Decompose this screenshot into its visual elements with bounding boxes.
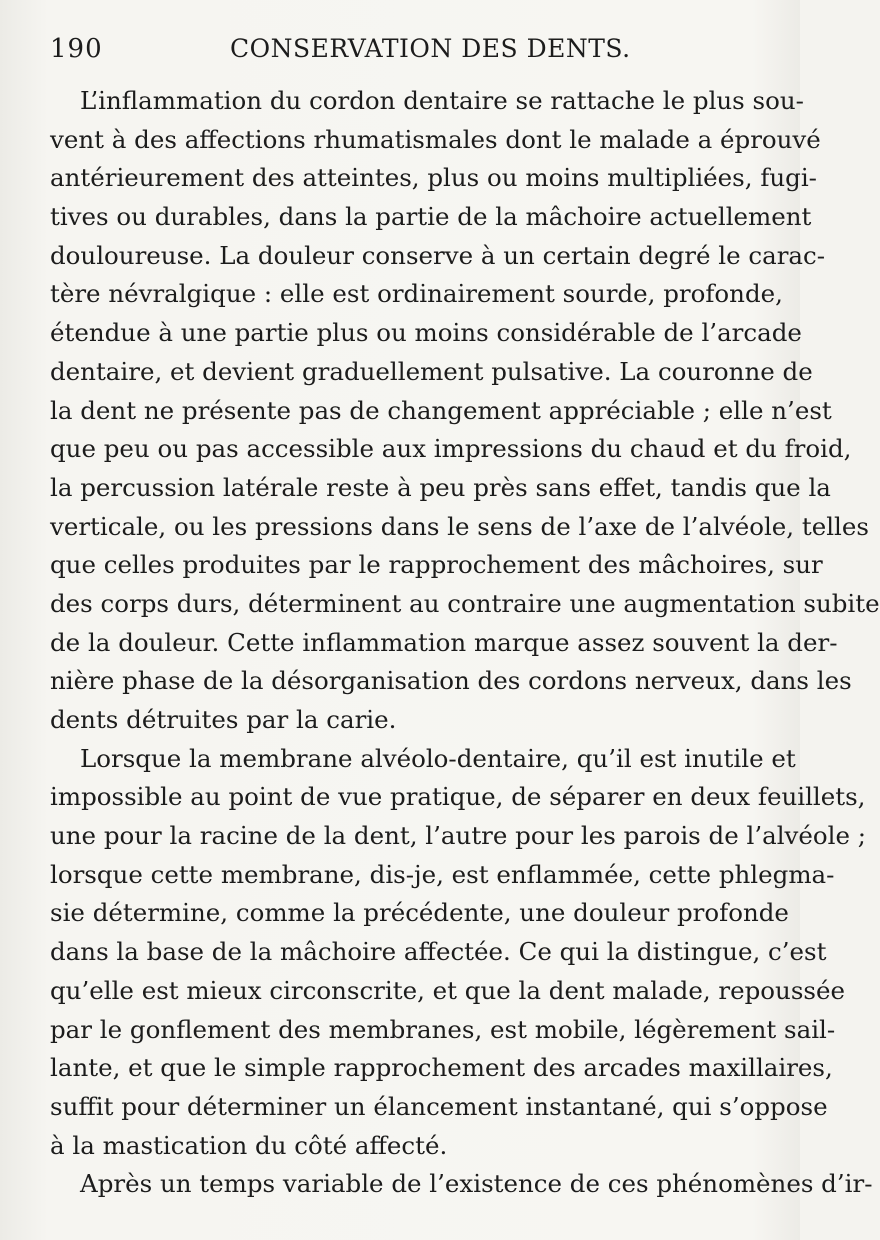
- text-line: une pour la racine de la dent, l’autre pour les parois de l’alvéole ;: [50, 821, 867, 851]
- text-line: Après un temps variable de l’existence de ces phénomènes d’ir-: [80, 1169, 873, 1199]
- running-title: CONSERVATION DES DENTS.: [230, 34, 631, 63]
- text-line: tère névralgique : elle est ordinairement sourde, profonde,: [50, 279, 783, 309]
- paragraph: [50, 740, 867, 1166]
- text-line: L’inflammation du cordon dentaire se rattache le plus sou-: [80, 86, 804, 115]
- text-line: la percussion latérale reste à peu près sans effet, tandis que la: [50, 472, 831, 502]
- text-line: que peu ou pas accessible aux impressions du chaud et du froid,: [50, 434, 852, 464]
- text-line: qu’elle est mieux circonscrite, et que la dent malade, repoussée: [50, 975, 845, 1005]
- text-line: lorsque cette membrane, dis-je, est enflammée, cette phlegma-: [50, 859, 835, 889]
- text-line: de la douleur. Cette inflammation marque assez souvent la der-: [50, 627, 838, 657]
- page-number: 190: [50, 34, 103, 64]
- text-line: par le gonflement des membranes, est mobile, légèrement sail-: [50, 1014, 836, 1044]
- paragraph: [50, 1165, 873, 1204]
- text-line: étendue à une partie plus ou moins considérable de l’arcade: [50, 318, 802, 348]
- text-line: suffit pour déterminer un élancement instantané, qui s’oppose: [50, 1091, 828, 1121]
- text-line: antérieurement des atteintes, plus ou moins multipliées, fugi-: [50, 163, 817, 193]
- text-line: verticale, ou les pressions dans le sens de l’axe de l’alvéole, telles: [50, 511, 869, 541]
- paragraph: [50, 82, 880, 740]
- text-line: sie détermine, comme la précédente, une douleur profonde: [50, 898, 789, 928]
- text-line: que celles produites par le rapprochement des mâchoires, sur: [50, 550, 823, 580]
- text-line: douloureuse. La douleur conserve à un certain degré le carac-: [50, 240, 826, 270]
- text-line: dents détruites par la carie.: [50, 705, 397, 734]
- page-body: [50, 82, 880, 1204]
- text-line: Lorsque la membrane alvéolo-dentaire, qu’il est inutile et: [80, 743, 796, 773]
- text-line: lante, et que le simple rapprochement des arcades maxillaires,: [50, 1053, 833, 1083]
- text-line: dentaire, et devient graduellement pulsative. La couronne de: [50, 356, 813, 386]
- text-line: nière phase de la désorganisation des cordons nerveux, dans les: [50, 666, 852, 696]
- page-header: [50, 34, 756, 74]
- text-line: à la mastication du côté affecté.: [50, 1130, 448, 1160]
- text-line: impossible au point de vue pratique, de séparer en deux feuillets,: [50, 782, 866, 812]
- text-line: des corps durs, déterminent au contraire une augmentation subite: [50, 588, 880, 618]
- text-line: tives ou durables, dans la partie de la mâchoire actuellement: [50, 202, 812, 232]
- text-line: dans la base de la mâchoire affectée. Ce qui la distingue, c’est: [50, 937, 827, 967]
- text-line: la dent ne présente pas de changement appréciable ; elle n’est: [50, 395, 832, 425]
- text-line: vent à des affections rhumatismales dont le malade a éprouvé: [50, 124, 821, 154]
